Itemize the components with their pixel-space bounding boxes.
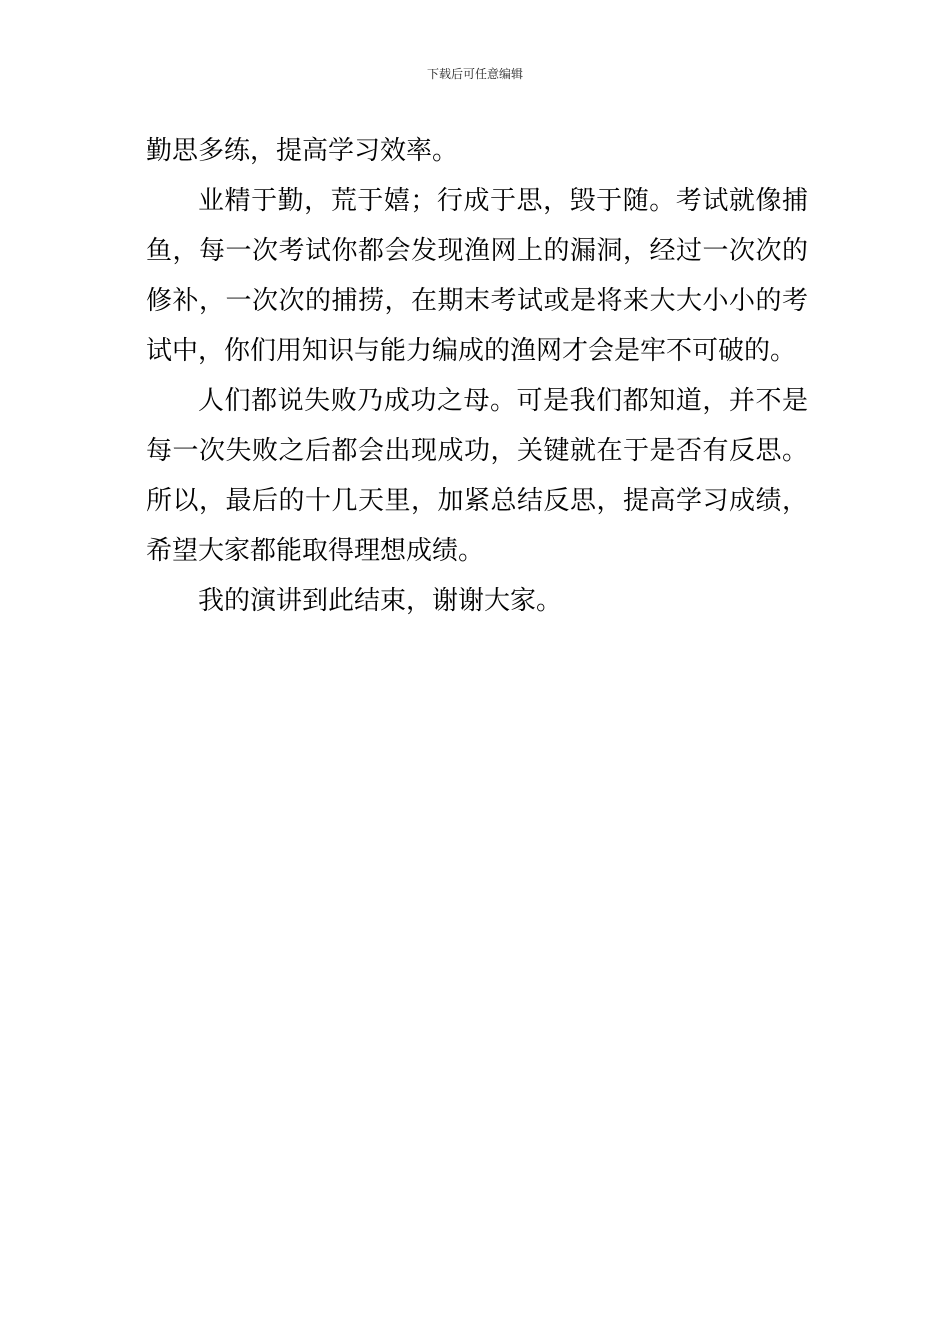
document-body xyxy=(146,126,808,626)
paragraph-diligence: 业精于勤，荒于嬉；行成于思，毁于随。考试就像捕鱼，每一次考试你都会发现渔网上的漏洞，经过一次次的修补，一次次的捕捞，在期末考试或是将来大大小小的考试中，你们用知识与能力编成的渔网才会是牢不可破的。 xyxy=(146,186,808,366)
paragraph-continuation: 勤思多练，提高学习效率。 xyxy=(146,136,459,166)
page-header-note: 下载后可任意编辑 xyxy=(426,67,523,81)
paragraph-reflection: 人们都说失败乃成功之母。可是我们都知道，并不是每一次失败之后都会出现成功，关键就在于是否有反思。所以，最后的十几天里，加紧总结反思，提高学习成绩，希望大家都能取得理想成绩。 xyxy=(146,386,808,566)
paragraph-closing: 我的演讲到此结束，谢谢大家。 xyxy=(198,586,563,616)
